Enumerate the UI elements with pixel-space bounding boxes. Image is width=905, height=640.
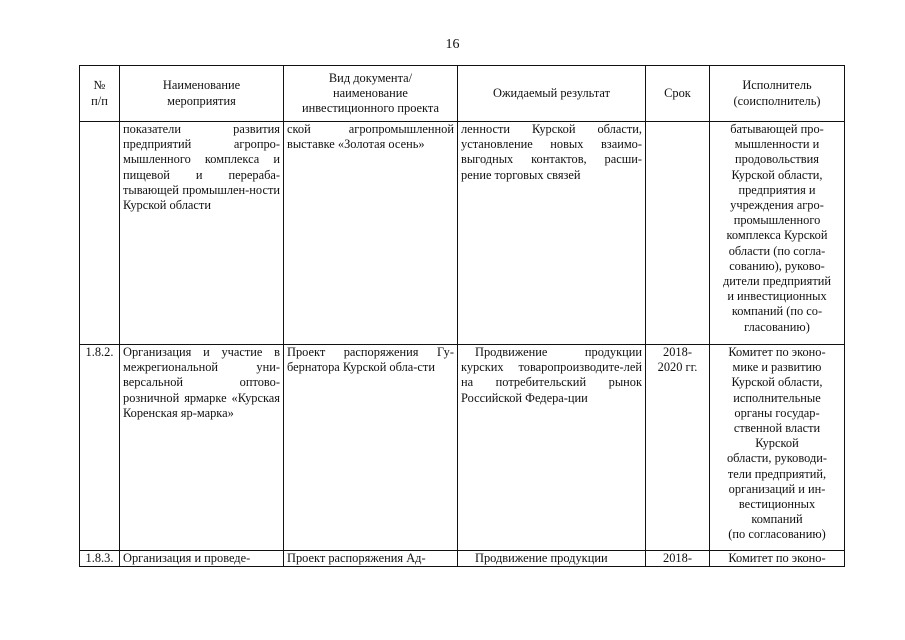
row-result: Продвижение продукции курских товаропроизводите-лей на потребительский рынок Российской Федера-ции (458, 345, 646, 551)
row-event-name: показатели развития предприятий агропро-мышленного комплекса и пищевой и перераба-тывающей промышлен-ности Курской области (120, 122, 284, 345)
header-number: № п/п (80, 66, 120, 122)
table-header-row (80, 66, 845, 122)
table-row (80, 122, 845, 345)
header-document-type: Вид документа/ наименование инвестиционного проекта (284, 66, 458, 122)
row-executor: Комитет по эконо- (710, 551, 845, 567)
row-document: Проект распоряжения Гу-бернатора Курской обла-сти (284, 345, 458, 551)
row-executor: батывающей про- мышленности и продовольствия Курской области, предприятия и учреждения агро- промышленного комплекса Курской области (по согла- сованию), руково- дители предприятий и инвестиционных компаний (по со- гласованию) (710, 122, 845, 345)
measures-table (79, 65, 845, 567)
row-result: ленности Курской области, установление новых взаимо-выгодных контактов, расши-рение торговых связей (458, 122, 646, 345)
row-term (646, 122, 710, 345)
row-number: 1.8.3. (80, 551, 120, 567)
row-event-name: Организация и проведе- (120, 551, 284, 567)
page-number: 16 (445, 37, 460, 52)
row-number: 1.8.2. (80, 345, 120, 551)
row-document: Проект распоряжения Ад- (284, 551, 458, 567)
table-row (80, 551, 845, 567)
header-term: Срок (646, 66, 710, 122)
row-term: 2018- 2020 гг. (646, 345, 710, 551)
row-event-name: Организация и участие в межрегиональной уни-версальной оптово-розничной ярмарке «Курская Коренская яр-марка» (120, 345, 284, 551)
row-number (80, 122, 120, 345)
table-row (80, 345, 845, 551)
row-document: ской агропромышленной выставке «Золотая осень» (284, 122, 458, 345)
header-expected-result: Ожидаемый результат (458, 66, 646, 122)
header-event-name: Наименование мероприятия (120, 66, 284, 122)
row-term: 2018- (646, 551, 710, 567)
row-result: Продвижение продукции (458, 551, 646, 567)
header-executor: Исполнитель (соисполнитель) (710, 66, 845, 122)
row-executor: Комитет по эконо- мике и развитию Курской области, исполнительные органы государ- ственной власти Курской области, руководи- тели предприятий, организаций и ин- вестиционных компаний (по согласованию) (710, 345, 845, 551)
